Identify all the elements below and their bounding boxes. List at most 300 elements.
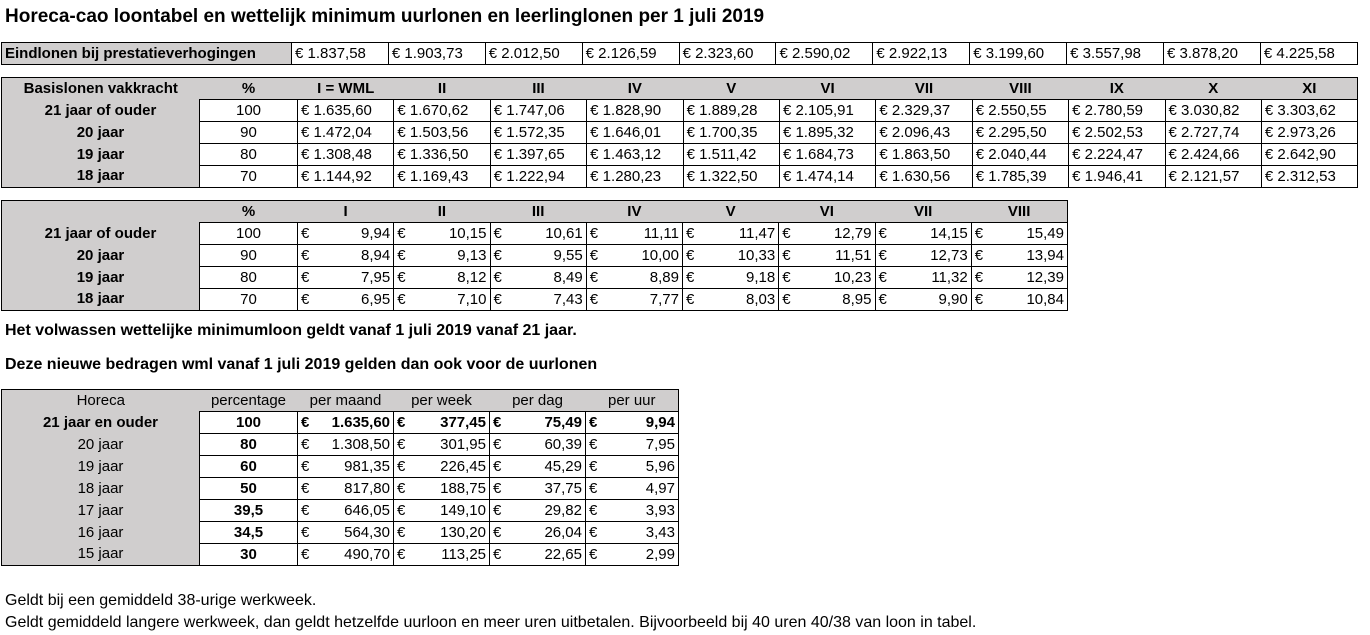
wage-cell: € 2.973,26 <box>1261 122 1357 144</box>
hourly-wage-cell <box>394 245 490 267</box>
hourly-wage-cell <box>875 223 971 245</box>
hourly-wage-cell <box>971 289 1067 311</box>
wage-cell: € 1.474,14 <box>779 166 875 188</box>
wage-cell: € 1.828,90 <box>587 100 683 122</box>
amount-dag-cell <box>490 500 586 522</box>
percentage-cell: 70 <box>200 166 298 188</box>
wage-cell: € 1.635,60 <box>298 100 394 122</box>
amount: 9,90 <box>938 290 968 308</box>
amount-maand-cell <box>298 522 394 544</box>
amount: 10,15 <box>448 224 487 242</box>
currency-symbol: € <box>878 246 887 264</box>
currency-symbol: € <box>589 501 598 519</box>
amount: 226,45 <box>440 457 486 475</box>
currency-symbol: € <box>301 246 310 264</box>
amount: 75,49 <box>544 413 582 431</box>
currency-symbol: € <box>301 479 310 497</box>
currency-symbol: € <box>974 224 984 242</box>
hourly-wage-cell <box>490 245 586 267</box>
horeca-row <box>2 412 679 434</box>
currency-symbol: € <box>493 268 502 286</box>
horeca-header-row <box>2 390 679 412</box>
hourly-wage-cell <box>779 267 875 289</box>
currency-symbol: € <box>493 435 502 453</box>
wage-cell: € 1.144,92 <box>298 166 394 188</box>
hourly-wage-cell <box>394 267 490 289</box>
wage-cell: € 1.700,35 <box>683 122 779 144</box>
footer-note-2: Geldt gemiddeld langere werkweek, dan geldt hetzelfde uurloon en meer uren uitbetalen. Bijvoorbeeld bij 40 uren 40/38 van loon in tabel. <box>5 614 977 631</box>
amount-maand-cell <box>298 456 394 478</box>
wage-cell: € 1.630,56 <box>876 166 972 188</box>
currency-symbol: € <box>301 457 310 475</box>
header-cell: III <box>532 79 545 97</box>
amount: 646,05 <box>344 501 390 519</box>
hourly-wage-cell <box>586 289 682 311</box>
hourly-wage-cell <box>490 267 586 289</box>
amount-week-cell <box>394 456 490 478</box>
percentage-cell: 70 <box>200 289 298 311</box>
header-cell: IV <box>627 79 642 97</box>
header-cell: percentage <box>210 391 287 409</box>
eindlonen-value: € 1.837,58 <box>292 43 389 65</box>
wage-cell: € 2.224,47 <box>1069 144 1165 166</box>
header-cell: IV <box>627 202 642 220</box>
currency-symbol: € <box>493 413 502 431</box>
horeca-row <box>2 500 679 522</box>
currency-symbol: € <box>589 246 599 264</box>
percentage-cell: 50 <box>200 478 298 500</box>
amount-uur-cell <box>586 456 679 478</box>
amount: 22,65 <box>544 545 582 563</box>
amount: 149,10 <box>440 501 486 519</box>
amount: 29,82 <box>544 501 582 519</box>
amount: 11,51 <box>835 246 872 264</box>
currency-symbol: € <box>493 545 502 563</box>
amount: 8,49 <box>553 268 583 286</box>
horeca-table <box>1 389 679 566</box>
wage-cell: € 2.642,90 <box>1261 144 1357 166</box>
amount-uur-cell <box>586 478 679 500</box>
header-cell: V <box>726 79 737 97</box>
wage-cell: € 1.280,23 <box>587 166 683 188</box>
currency-symbol: € <box>589 224 599 242</box>
page-title: Horeca-cao loontabel en wettelijk minimum uurlonen en leerlinglonen per 1 juli 2019 <box>5 6 765 27</box>
age-label: 21 jaar of ouder <box>2 100 200 122</box>
currency-symbol: € <box>301 268 310 286</box>
percentage-cell: 80 <box>200 267 298 289</box>
header-cell: V <box>725 202 736 220</box>
amount-uur-cell <box>586 544 679 566</box>
hourly-wage-cell <box>683 267 779 289</box>
note-wml: Het volwassen wettelijke minimumloon geldt vanaf 1 juli 2019 vanaf 21 jaar. <box>5 322 577 339</box>
amount: 12,79 <box>833 224 872 242</box>
amount: 817,80 <box>344 479 390 497</box>
age-label: 15 jaar <box>2 544 200 566</box>
amount-uur-cell <box>586 434 679 456</box>
amount: 1.308,50 <box>331 435 390 453</box>
amount-maand-cell <box>298 544 394 566</box>
percentage-cell: 100 <box>200 412 298 434</box>
currency-symbol: € <box>397 479 406 497</box>
header-cell: VIII <box>1007 202 1031 220</box>
wage-cell: € 3.030,82 <box>1165 100 1261 122</box>
amount: 4,97 <box>645 479 675 497</box>
currency-symbol: € <box>301 501 310 519</box>
age-label: 20 jaar <box>2 245 200 267</box>
hourly-wage-cell <box>683 245 779 267</box>
amount: 9,94 <box>361 224 391 242</box>
amount-maand-cell <box>298 478 394 500</box>
percentage-cell: 100 <box>200 100 298 122</box>
currency-symbol: € <box>974 290 984 308</box>
hourly-wage-cell <box>586 245 682 267</box>
eindlonen-value: € 1.903,73 <box>388 43 485 65</box>
amount-dag-cell <box>490 456 586 478</box>
age-label: 18 jaar <box>2 166 200 188</box>
amount-week-cell <box>394 500 490 522</box>
amount: 10,84 <box>1026 290 1064 308</box>
age-label: 20 jaar <box>2 122 200 144</box>
header-cell: VI <box>819 202 834 220</box>
currency-symbol: € <box>493 479 502 497</box>
wage-cell: € 1.747,06 <box>490 100 586 122</box>
uurlonen-row <box>2 267 1068 289</box>
currency-symbol: € <box>589 268 599 286</box>
wage-cell: € 1.684,73 <box>779 144 875 166</box>
horeca-row <box>2 522 679 544</box>
amount: 5,96 <box>645 457 675 475</box>
amount: 9,94 <box>645 413 675 431</box>
amount: 564,30 <box>344 523 390 541</box>
currency-symbol: € <box>589 413 598 431</box>
header-cell: X <box>1208 79 1219 97</box>
currency-symbol: € <box>782 268 791 286</box>
currency-symbol: € <box>301 523 310 541</box>
header-cell: per dag <box>512 391 563 409</box>
currency-symbol: € <box>686 224 695 242</box>
currency-symbol: € <box>397 435 406 453</box>
wage-cell: € 1.463,12 <box>587 144 683 166</box>
currency-symbol: € <box>397 457 406 475</box>
age-label: 19 jaar <box>2 456 200 478</box>
uurlonen-row <box>2 245 1068 267</box>
amount: 15,49 <box>1026 224 1064 242</box>
amount: 45,29 <box>544 457 582 475</box>
amount: 188,75 <box>440 479 486 497</box>
amount: 1.635,60 <box>331 413 390 431</box>
hourly-wage-cell <box>971 223 1067 245</box>
hourly-wage-cell <box>875 245 971 267</box>
basislonen-header-row <box>2 78 1358 100</box>
hourly-wage-cell <box>394 289 490 311</box>
currency-symbol: € <box>589 457 598 475</box>
currency-symbol: € <box>493 246 502 264</box>
currency-symbol: € <box>589 435 598 453</box>
currency-symbol: € <box>397 413 406 431</box>
amount: 9,55 <box>553 246 583 264</box>
eindlonen-value: € 3.199,60 <box>970 43 1067 65</box>
eindlonen-table <box>1 42 1358 65</box>
currency-symbol: € <box>493 224 502 242</box>
wage-cell: € 2.424,66 <box>1165 144 1261 166</box>
amount-dag-cell <box>490 478 586 500</box>
amount-maand-cell <box>298 500 394 522</box>
age-label: 20 jaar <box>2 434 200 456</box>
currency-symbol: € <box>878 224 887 242</box>
hourly-wage-cell <box>490 223 586 245</box>
hourly-wage-cell <box>875 289 971 311</box>
note-uurlonen: Deze nieuwe bedragen wml vanaf 1 juli 2019 gelden dan ook voor de uurlonen <box>5 356 598 373</box>
wage-cell: € 2.096,43 <box>876 122 972 144</box>
amount-week-cell <box>394 544 490 566</box>
hourly-wage-cell <box>298 245 394 267</box>
basislonen-row <box>2 166 1358 188</box>
header-cell: VII <box>913 202 933 220</box>
wage-cell: € 1.946,41 <box>1069 166 1165 188</box>
header-cell <box>2 201 200 223</box>
wage-cell: € 2.550,55 <box>972 100 1068 122</box>
amount: 130,20 <box>440 523 486 541</box>
currency-symbol: € <box>782 224 791 242</box>
amount: 11,11 <box>643 224 679 242</box>
uurlonen-table <box>1 200 1068 311</box>
hourly-wage-cell <box>875 267 971 289</box>
amount: 60,39 <box>544 435 582 453</box>
hourly-wage-cell <box>779 289 875 311</box>
amount: 12,73 <box>930 246 968 264</box>
eindlonen-value: € 3.878,20 <box>1164 43 1261 65</box>
wage-cell: € 1.322,50 <box>683 166 779 188</box>
eindlonen-value: € 2.922,13 <box>873 43 970 65</box>
currency-symbol: € <box>782 290 791 308</box>
wage-cell: € 2.295,50 <box>972 122 1068 144</box>
amount: 10,23 <box>833 268 872 286</box>
currency-symbol: € <box>589 479 598 497</box>
amount: 8,03 <box>746 290 776 308</box>
currency-symbol: € <box>301 435 310 453</box>
wage-cell: € 2.780,59 <box>1069 100 1165 122</box>
header-cell: II <box>437 79 447 97</box>
currency-symbol: € <box>782 246 791 264</box>
hourly-wage-cell <box>298 289 394 311</box>
amount-uur-cell <box>586 522 679 544</box>
header-cell: VIII <box>1009 79 1032 97</box>
wage-cell: € 1.670,62 <box>394 100 490 122</box>
wage-cell: € 3.303,62 <box>1261 100 1357 122</box>
amount-maand-cell <box>298 412 394 434</box>
currency-symbol: € <box>686 290 695 308</box>
currency-symbol: € <box>397 268 406 286</box>
currency-symbol: € <box>397 246 406 264</box>
header-cell: per week <box>411 391 472 409</box>
amount-dag-cell <box>490 434 586 456</box>
header-cell: Basislonen vakkracht <box>23 79 178 97</box>
hourly-wage-cell <box>971 245 1067 267</box>
eindlonen-value: € 2.012,50 <box>485 43 582 65</box>
hourly-wage-cell <box>779 245 875 267</box>
wage-cell: € 2.040,44 <box>972 144 1068 166</box>
currency-symbol: € <box>301 290 310 308</box>
wage-cell: € 1.222,94 <box>490 166 586 188</box>
amount: 7,95 <box>361 268 391 286</box>
currency-symbol: € <box>397 224 406 242</box>
basislonen-row <box>2 122 1358 144</box>
amount: 7,77 <box>649 290 679 308</box>
eindlonen-value: € 4.225,58 <box>1260 43 1357 65</box>
basislonen-table <box>1 77 1358 188</box>
horeca-row <box>2 544 679 566</box>
currency-symbol: € <box>493 523 502 541</box>
currency-symbol: € <box>974 246 984 264</box>
currency-symbol: € <box>974 268 984 286</box>
currency-symbol: € <box>301 224 310 242</box>
amount: 26,04 <box>544 523 582 541</box>
currency-symbol: € <box>301 545 310 563</box>
currency-symbol: € <box>493 290 502 308</box>
hourly-wage-cell <box>490 289 586 311</box>
amount: 13,94 <box>1026 246 1064 264</box>
eindlonen-value: € 2.126,59 <box>582 43 679 65</box>
hourly-wage-cell <box>586 267 682 289</box>
header-cell: VII <box>914 79 934 97</box>
currency-symbol: € <box>878 268 887 286</box>
amount: 37,75 <box>544 479 582 497</box>
header-cell: I = WML <box>317 79 375 97</box>
uurlonen-row <box>2 223 1068 245</box>
amount-week-cell <box>394 412 490 434</box>
currency-symbol: € <box>397 290 406 308</box>
amount: 981,35 <box>344 457 390 475</box>
wage-cell: € 1.308,48 <box>298 144 394 166</box>
wage-cell: € 2.312,53 <box>1261 166 1357 188</box>
wage-cell: € 1.511,42 <box>683 144 779 166</box>
currency-symbol: € <box>878 290 887 308</box>
amount: 3,93 <box>645 501 675 519</box>
amount-dag-cell <box>490 544 586 566</box>
eindlonen-value: € 2.323,60 <box>679 43 776 65</box>
amount: 490,70 <box>344 545 390 563</box>
header-cell: XI <box>1302 79 1317 97</box>
header-cell: % <box>241 79 256 97</box>
basislonen-row <box>2 144 1358 166</box>
currency-symbol: € <box>493 501 502 519</box>
wage-cell: € 2.727,74 <box>1165 122 1261 144</box>
percentage-cell: 80 <box>200 434 298 456</box>
percentage-cell: 60 <box>200 456 298 478</box>
eindlonen-value: € 3.557,98 <box>1067 43 1164 65</box>
age-label: 17 jaar <box>2 500 200 522</box>
wage-cell: € 2.329,37 <box>876 100 972 122</box>
age-label: 21 jaar of ouder <box>2 223 200 245</box>
amount: 113,25 <box>441 545 486 563</box>
hourly-wage-cell <box>971 267 1067 289</box>
header-cell: II <box>437 202 447 220</box>
age-label: 18 jaar <box>2 289 200 311</box>
currency-symbol: € <box>589 290 599 308</box>
amount: 2,99 <box>645 545 675 563</box>
amount: 11,32 <box>931 268 968 286</box>
footer-note-1: Geldt bij een gemiddeld 38-urige werkweek. <box>5 592 317 609</box>
amount: 8,95 <box>842 290 872 308</box>
currency-symbol: € <box>301 413 310 431</box>
amount: 8,94 <box>361 246 391 264</box>
hourly-wage-cell <box>298 267 394 289</box>
amount-uur-cell <box>586 500 679 522</box>
amount: 8,12 <box>457 268 487 286</box>
uurlonen-row <box>2 289 1068 311</box>
amount: 7,43 <box>553 290 583 308</box>
header-cell: Horeca <box>76 391 125 409</box>
amount-week-cell <box>394 478 490 500</box>
percentage-cell: 100 <box>200 223 298 245</box>
percentage-cell: 30 <box>200 544 298 566</box>
header-cell: VI <box>820 79 835 97</box>
header-cell: IX <box>1109 79 1124 97</box>
wage-cell: € 1.863,50 <box>876 144 972 166</box>
age-label: 19 jaar <box>2 267 200 289</box>
wage-cell: € 2.121,57 <box>1165 166 1261 188</box>
amount: 10,00 <box>641 246 679 264</box>
amount-dag-cell <box>490 522 586 544</box>
wage-cell: € 1.503,56 <box>394 122 490 144</box>
hourly-wage-cell <box>586 223 682 245</box>
age-label: 16 jaar <box>2 522 200 544</box>
horeca-row <box>2 434 679 456</box>
hourly-wage-cell <box>394 223 490 245</box>
amount: 10,61 <box>545 224 583 242</box>
percentage-cell: 39,5 <box>200 500 298 522</box>
amount-uur-cell <box>586 412 679 434</box>
age-label: 21 jaar en ouder <box>2 412 200 434</box>
header-cell: per uur <box>607 391 656 409</box>
wage-cell: € 1.646,01 <box>587 122 683 144</box>
amount: 9,13 <box>457 246 487 264</box>
age-label: 19 jaar <box>2 144 200 166</box>
wage-cell: € 1.169,43 <box>394 166 490 188</box>
header-cell: I <box>343 202 348 220</box>
amount-maand-cell <box>298 434 394 456</box>
currency-symbol: € <box>493 457 502 475</box>
amount: 7,10 <box>457 290 487 308</box>
currency-symbol: € <box>397 523 406 541</box>
hourly-wage-cell <box>298 223 394 245</box>
hourly-wage-cell <box>683 223 779 245</box>
horeca-row <box>2 456 679 478</box>
age-label: 18 jaar <box>2 478 200 500</box>
wage-cell: € 1.336,50 <box>394 144 490 166</box>
amount: 12,39 <box>1026 268 1064 286</box>
hourly-wage-cell <box>779 223 875 245</box>
amount: 10,33 <box>737 246 776 264</box>
amount: 6,95 <box>361 290 391 308</box>
uurlonen-header-row <box>2 201 1068 223</box>
wage-cell: € 1.397,65 <box>490 144 586 166</box>
percentage-cell: 90 <box>200 122 298 144</box>
currency-symbol: € <box>686 268 695 286</box>
amount: 3,43 <box>645 523 675 541</box>
wage-cell: € 1.889,28 <box>683 100 779 122</box>
percentage-cell: 34,5 <box>200 522 298 544</box>
amount-week-cell <box>394 434 490 456</box>
eindlonen-value: € 2.590,02 <box>776 43 873 65</box>
wage-cell: € 1.895,32 <box>779 122 875 144</box>
header-cell: per maand <box>309 391 382 409</box>
header-cell: % <box>241 202 256 220</box>
wage-cell: € 1.472,04 <box>298 122 394 144</box>
amount: 377,45 <box>440 413 486 431</box>
percentage-cell: 90 <box>200 245 298 267</box>
wage-cell: € 1.785,39 <box>972 166 1068 188</box>
